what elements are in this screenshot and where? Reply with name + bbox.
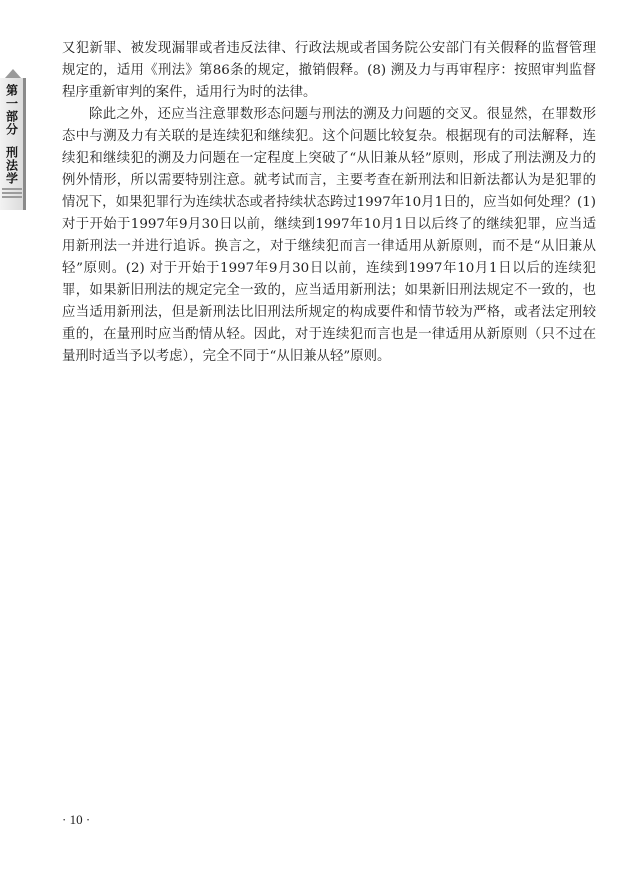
paragraph-continuation: 又犯新罪、被发现漏罪或者违反法律、行政法规或者国务院公安部门有关假释的监督管理规定的，适用《刑法》第86条的规定，撤销假释。(8) 溯及力与再审程序：按照审判监督程序重新审判的案件，适用行为时的法律。: [62, 41, 596, 100]
part-label: 第一部分: [4, 84, 19, 136]
page-number: · 10 ·: [62, 812, 91, 827]
body-text: [62, 38, 596, 368]
paragraph-main: 除此之外，还应当注意罪数形态问题与刑法的溯及力问题的交叉。很显然，在罪数形态中与溯及力有关联的是连续犯和继续犯。这个问题比较复杂。根据现有的司法解释，连续犯和继续犯的溯及力问题在一定程度上突破了“从旧兼从轻”原则，形成了刑法溯及力的例外情形，所以需要特别注意。就考试而言，主要考查在新刑法和旧新法都认为是犯罪的情况下，如果犯罪行为连续状态或者持续状态跨过1997年10月1日的，应当如何处理？(1) 对于开始于1997年9月30日以前，继续到1997年10月1日以后终了的继续犯罪，应当适用新刑法一并进行追诉。换言之，对于继续犯而言一律适用从新原则，而不是“从旧兼从轻”原则。(2) 对于开始于1997年9月30日以前，连续到1997年10月1日以后的连续犯罪，如果新旧刑法的规定完全一致的，应当适用新刑法；如果新旧刑法规定不一致的，也应当适用新刑法，但是新刑法比旧刑法所规定的构成要件和情节较为严格，或者法定刑较重的，在量刑时应当酌情从轻。因此，对于连续犯而言也是一律适用从新原则（只不过在量刑时适当予以考虑），完全不同于“从旧兼从轻”原则。: [62, 107, 596, 364]
side-tab-stripes: [2, 188, 22, 200]
up-arrow-icon: [5, 69, 21, 78]
subject-label: 刑法学: [4, 146, 19, 185]
